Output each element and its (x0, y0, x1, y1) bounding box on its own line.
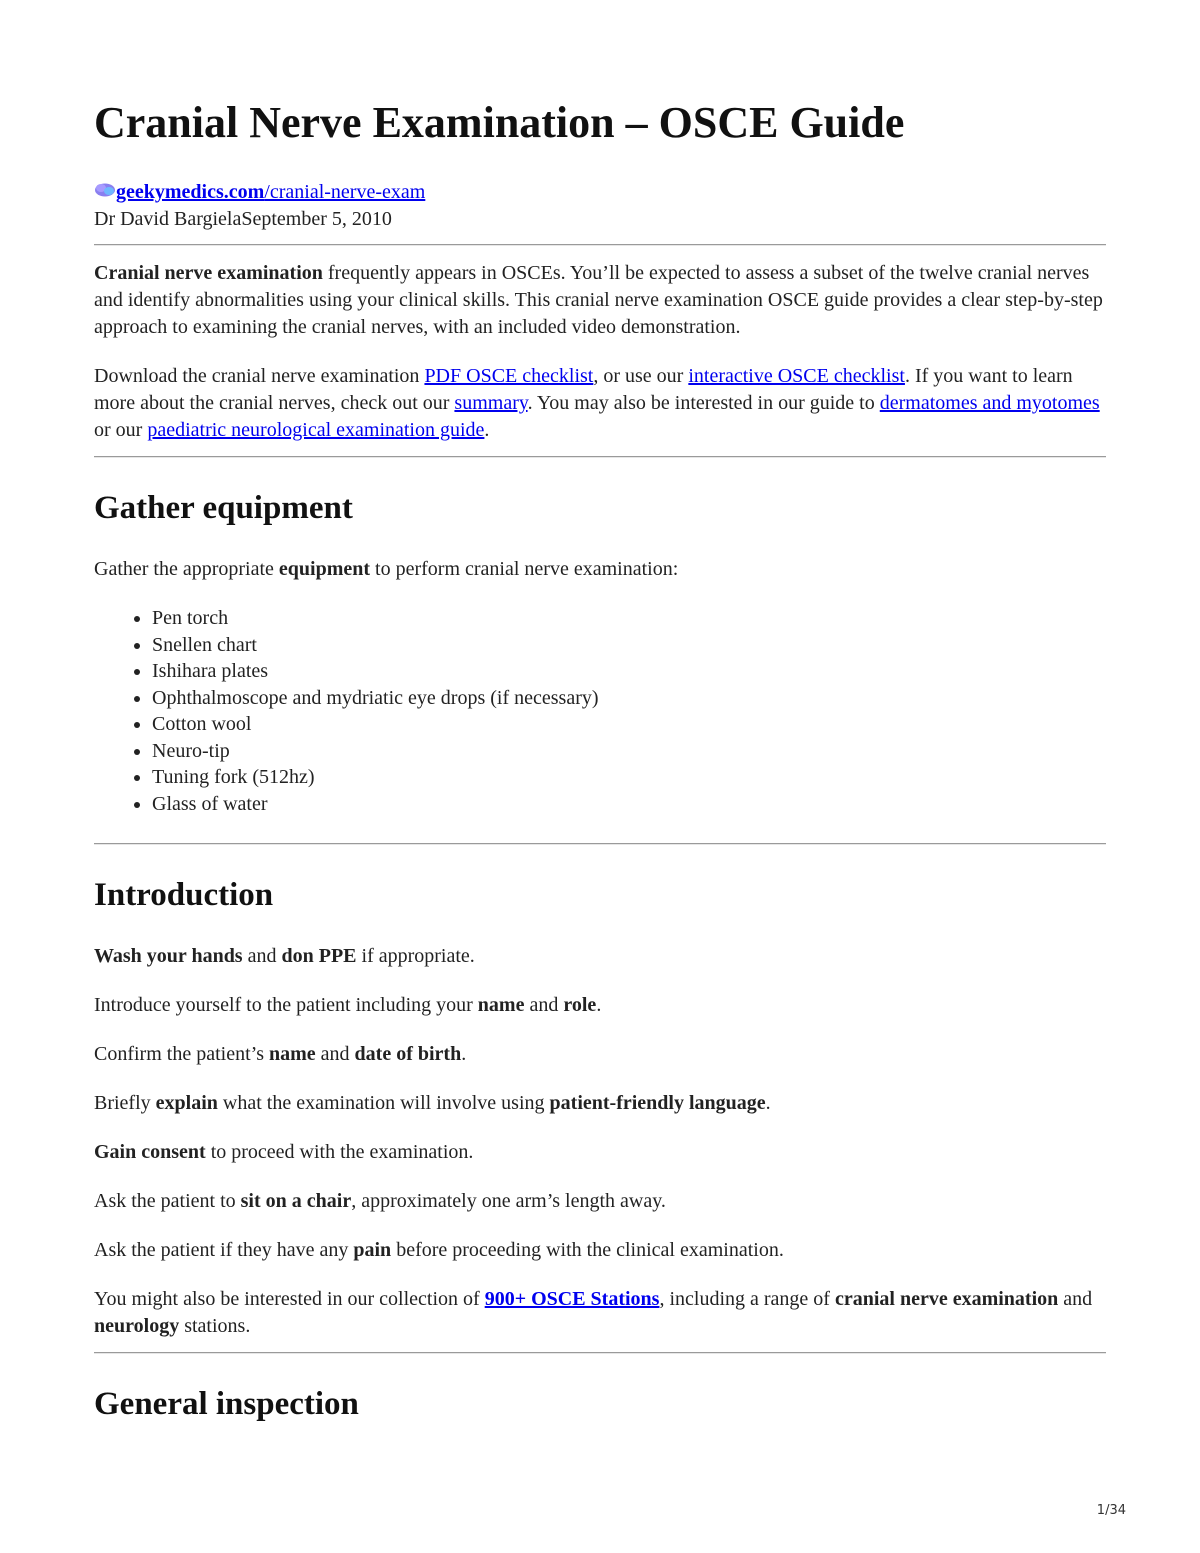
text: and (1058, 1288, 1093, 1310)
text: Briefly (94, 1092, 156, 1114)
text: , approximately one arm’s length away. (351, 1190, 666, 1212)
osce-stations-link[interactable] (485, 1288, 660, 1310)
publish-date: September 5, 2010 (241, 208, 392, 230)
section-heading-general-inspection: General inspection (94, 1386, 359, 1422)
resources-text: Download the cranial nerve examination (94, 365, 425, 387)
list-item: • Ophthalmoscope and mydriatic eye drops (if necessary) (152, 685, 1106, 712)
section-heading-equipment: Gather equipment (94, 490, 353, 526)
bold-text: name (477, 994, 525, 1016)
list-item: • Neuro-tip (152, 738, 1106, 765)
resources-text: , or use our (593, 365, 689, 387)
source-link[interactable] (116, 180, 425, 204)
text: You might also be interested in our collection of (94, 1288, 485, 1310)
bold-text: role (563, 994, 597, 1016)
list-item: • Cotton wool (152, 711, 1106, 738)
pdf-checklist-link[interactable]: PDF OSCE checklist (424, 365, 594, 387)
list-item: • Pen torch (152, 605, 1106, 632)
section-heading-introduction: Introduction (94, 877, 274, 913)
bold-text: patient-friendly language (549, 1092, 766, 1114)
text: and (242, 945, 282, 967)
resources-text: or our (94, 419, 148, 441)
equipment-bold: equipment (278, 558, 371, 580)
summary-link[interactable]: summary (454, 392, 528, 414)
source-domain: geekymedics.com (116, 181, 265, 203)
list-item: • Tuning fork (512hz) (152, 764, 1106, 791)
step-introduce (94, 992, 1106, 1019)
byline (94, 206, 1106, 232)
step-wash-hands (94, 943, 1106, 970)
intro-text: frequently appears in OSCEs. You’ll be expected to assess a subset of the twelve cranial nerves and identify abnormalities using your clinical skills. This cranial nerve examination OSCE guide provides a clear step-by-step approach to examining the cranial nerves, with an included video demonstration. (94, 262, 1103, 338)
text: before proceeding with the clinical examination. (391, 1239, 784, 1261)
dermatomes-link[interactable]: dermatomes and myotomes (879, 392, 1100, 414)
bold-text: explain (155, 1092, 218, 1114)
text: to proceed with the examination. (205, 1141, 474, 1163)
source-path: /cranial-nerve-exam (264, 181, 426, 203)
page-title: Cranial Nerve Examination – OSCE Guide (94, 98, 905, 147)
bold-text: pain (353, 1239, 392, 1261)
list-item: • Ishihara plates (152, 658, 1106, 685)
text: . (596, 994, 602, 1016)
resources-paragraph (94, 363, 1106, 444)
bold-text: cranial nerve examination (834, 1288, 1059, 1310)
text: Confirm the patient’s (94, 1043, 269, 1065)
bold-text: Gain consent (94, 1141, 206, 1163)
osce-stations-paragraph (94, 1286, 1106, 1340)
source-line (94, 180, 1106, 204)
text: . (765, 1092, 771, 1114)
equipment-lead-text: to perform cranial nerve examination: (370, 558, 679, 580)
text: Ask the patient if they have any (94, 1239, 354, 1261)
text: and (524, 994, 564, 1016)
text: Introduce yourself to the patient including your (94, 994, 478, 1016)
paediatric-guide-link[interactable]: paediatric neurological examination guide (147, 419, 485, 441)
step-consent (94, 1139, 1106, 1166)
interactive-checklist-link[interactable]: interactive OSCE checklist (688, 365, 905, 387)
list-item: • Snellen chart (152, 632, 1106, 659)
page-number: 1/34 (1096, 1503, 1126, 1518)
text: and (315, 1043, 355, 1065)
text: Ask the patient to (94, 1190, 241, 1212)
bold-text: neurology (94, 1315, 180, 1337)
text: if appropriate. (356, 945, 475, 967)
step-explain (94, 1090, 1106, 1117)
bold-text: don PPE (281, 945, 357, 967)
resources-text: . If you want to learn more about the cranial nerves, check out our (94, 365, 1073, 414)
text: stations. (179, 1315, 251, 1337)
text: . (461, 1043, 467, 1065)
divider (94, 456, 1106, 458)
divider (94, 1352, 1106, 1354)
bold-text: Wash your hands (94, 945, 243, 967)
resources-text: . (484, 419, 490, 441)
bold-text: date of birth (354, 1043, 462, 1065)
resources-text: . You may also be interested in our guide to (527, 392, 880, 414)
divider (94, 244, 1106, 246)
document-page (94, 96, 1106, 1452)
text: , including a range of (659, 1288, 835, 1310)
intro-bold-term: Cranial nerve examination (94, 262, 323, 284)
text: what the examination will involve using (217, 1092, 550, 1114)
equipment-list (94, 605, 1106, 817)
bold-text: name (268, 1043, 316, 1065)
equipment-lead (94, 556, 1106, 583)
osce-stations-link-text: 900+ OSCE Stations (484, 1288, 660, 1310)
author-name: Dr David Bargiela (94, 208, 242, 230)
intro-paragraph (94, 260, 1106, 341)
bold-text: sit on a chair (240, 1190, 352, 1212)
step-pain (94, 1237, 1106, 1264)
step-confirm (94, 1041, 1106, 1068)
equipment-lead-text: Gather the appropriate (94, 558, 279, 580)
step-sit (94, 1188, 1106, 1215)
divider (94, 843, 1106, 845)
brain-icon (94, 180, 116, 196)
list-item: • Glass of water (152, 791, 1106, 818)
